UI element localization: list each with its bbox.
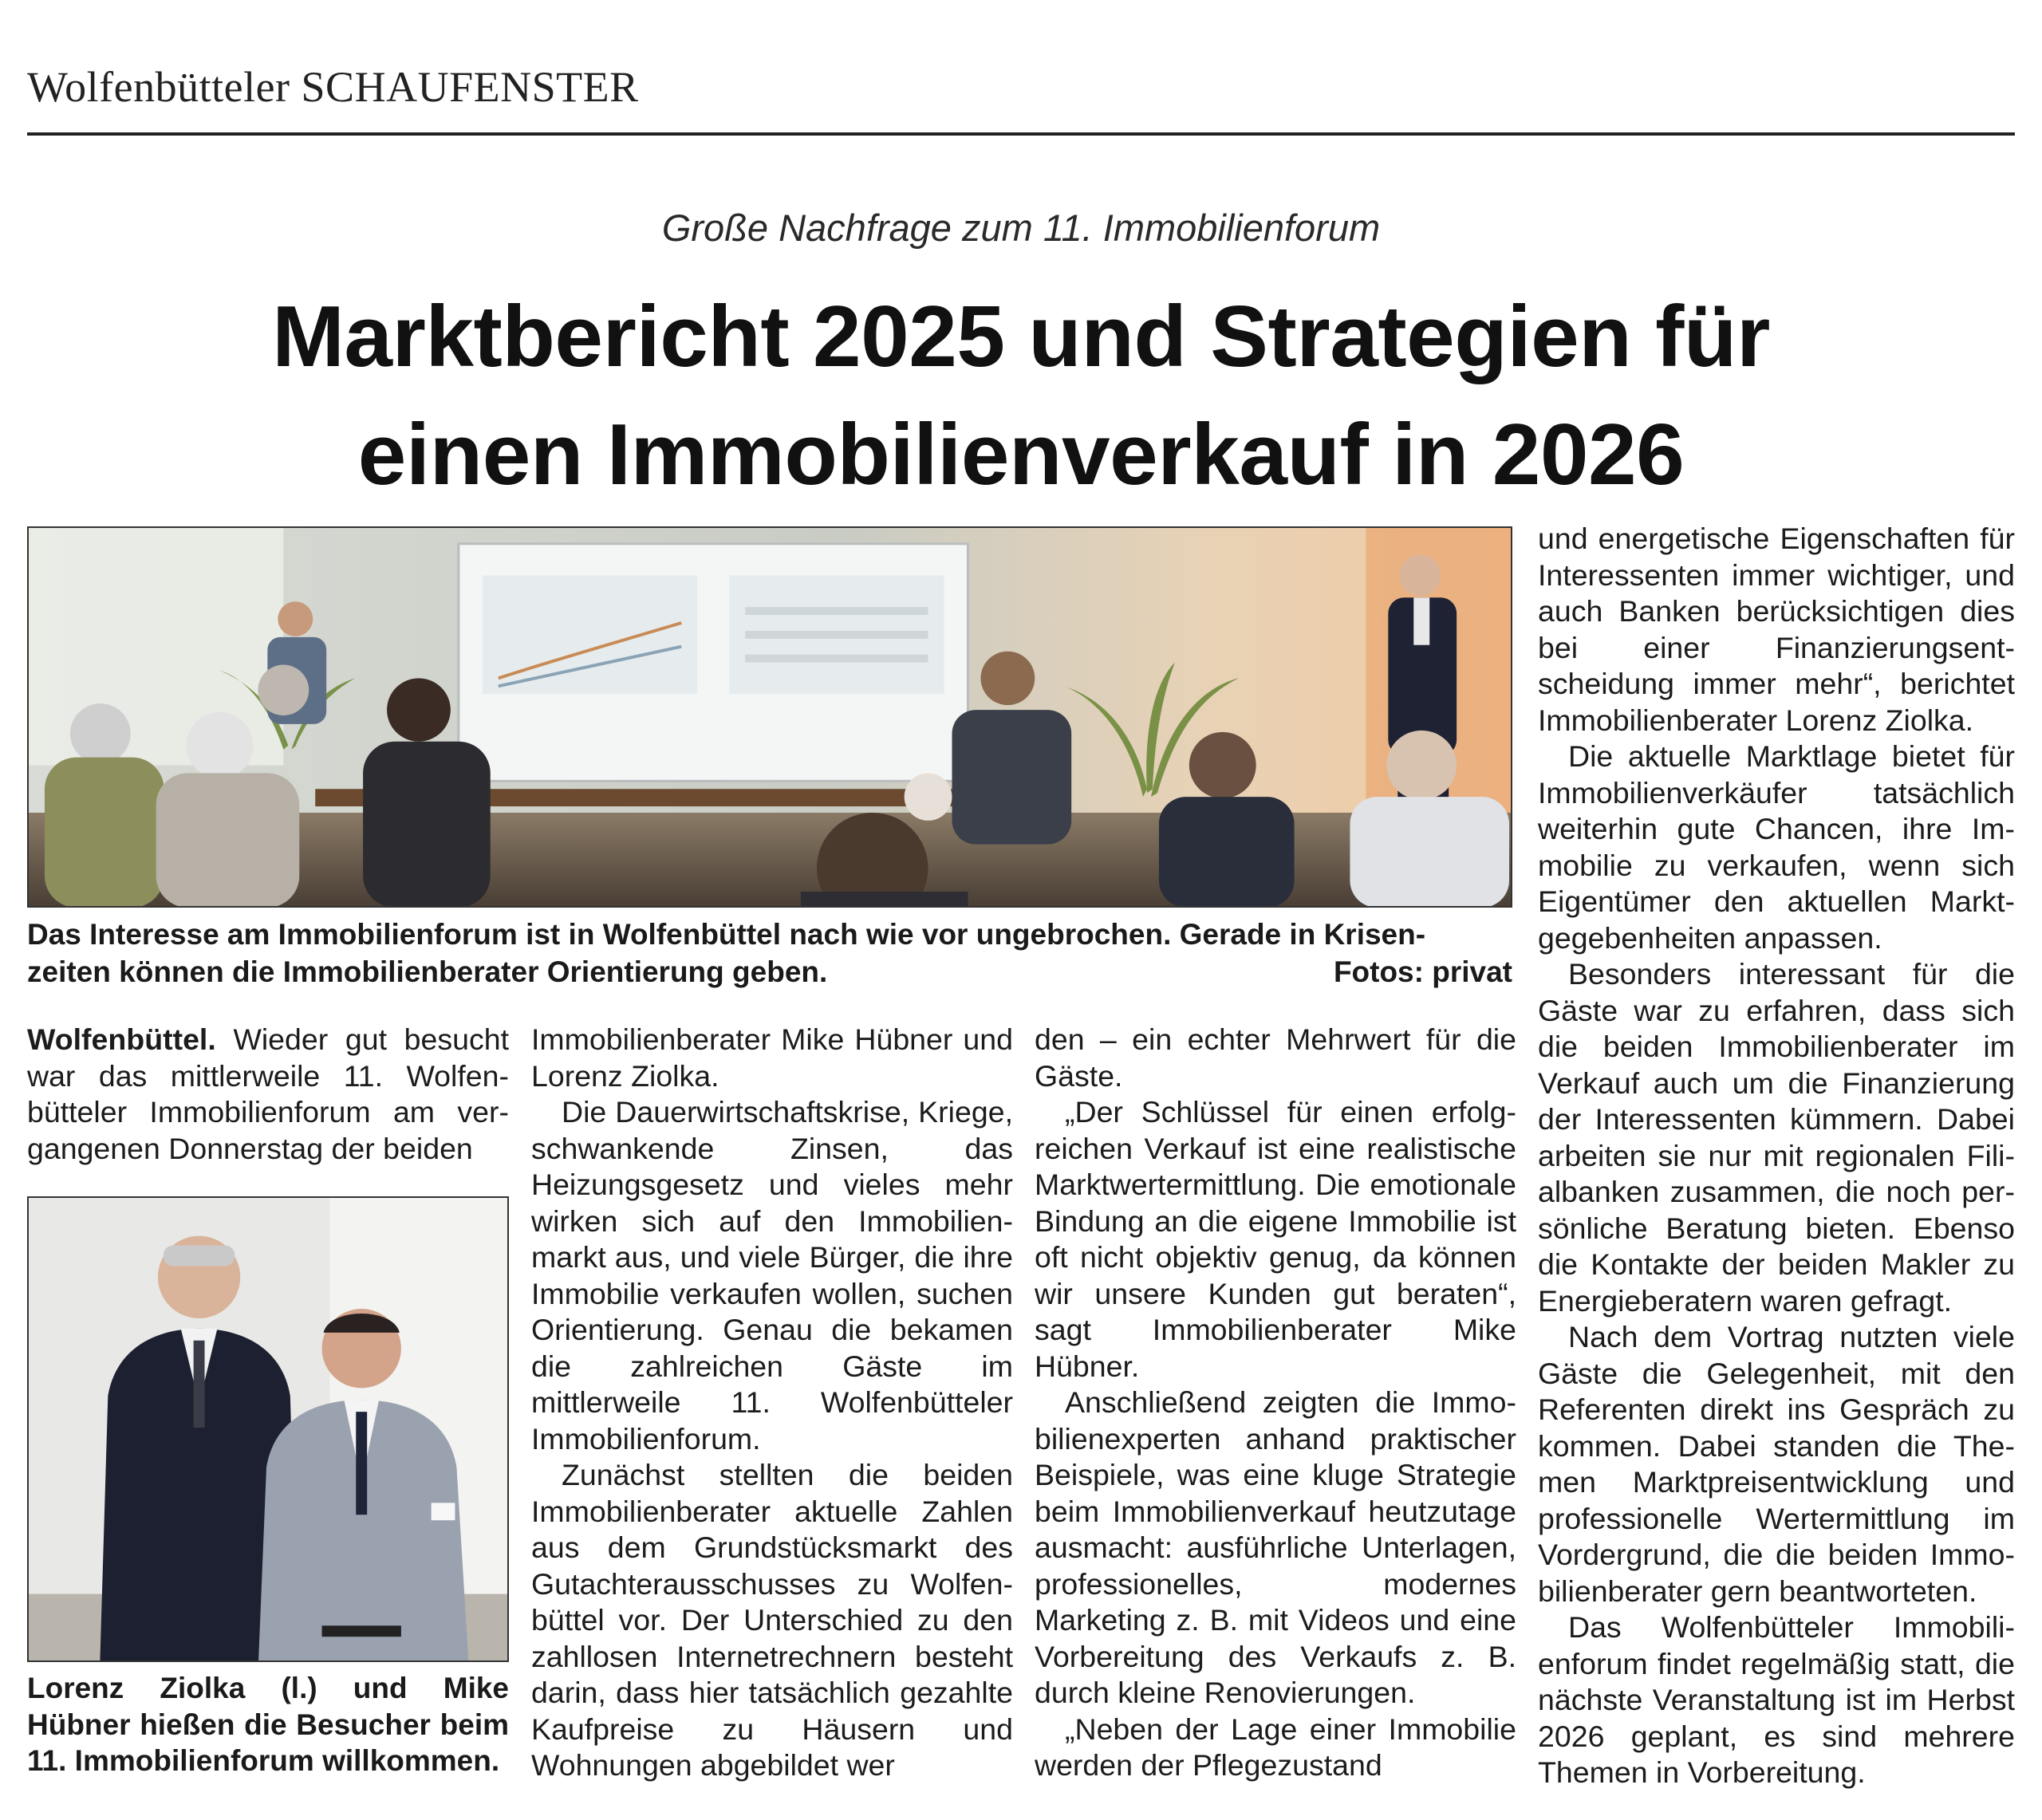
paragraph-5: Anschließend zeigten die Immobilienexperten anhand praktischer Beispiele, was eine kluge Strategie beim Immobilienverkauf heutzutage ausmacht: ausführliche Unterlagen, professionelles, modernes Marketing z. B. mit Videos und eine Vorbereitung des Verkaufs z. B. durch kleine Renovierungen.	[1035, 1385, 1516, 1709]
photo-credit: Fotos: privat	[1333, 955, 1512, 988]
paragraph-8: Besonders interessant für die Gäste war zu erfahren, dass sich die beiden Immobilienberater im Verkauf auch um die Finanzierung der Interessenten kümmern. Dabei arbeiten sie nur mit regionalen Filialbanken zusammen, die noch persönliche Beratung bieten. Ebenso die Kontakte der beiden Makler zu Energieberatern waren gefragt.	[1538, 957, 2015, 1318]
article-kicker: Große Nachfrage zum 11. Immobilienforum	[661, 207, 1381, 249]
paragraph-1-continued: Immobilienberater Mike Hübner und Lorenz Ziolka.	[531, 1022, 1013, 1093]
event-photo-caption	[27, 916, 1512, 991]
event-photo-illustration	[29, 528, 1511, 906]
paragraph-1	[27, 1022, 509, 1167]
headline-line-1: Marktbericht 2025 und Strategien für	[272, 288, 1770, 385]
caption-line-2-text: zeiten können die Immobilienberater Orientierung geben.	[27, 955, 828, 988]
paragraph-9: Nach dem Vortrag nutzten viele Gäste die Gelegenheit, mit den Referenten direkt ins Gespräch zu kommen. Dabei standen die Themen Marktpreisentwicklung und professionelle Wertermittlung im Vordergrund, die die beiden Immobilienberater gern beantworteten.	[1538, 1320, 2015, 1608]
article-column-4	[1538, 521, 2015, 1791]
paragraph-1-text: Wieder gut besucht war das mittlerweile 11. Wolfenbütteler Immobilienforum am vergangenen Donnerstag der beiden	[27, 1022, 509, 1165]
article-headline	[27, 278, 2015, 514]
paragraph-6: „Neben der Lage einer Immobilie werden der Pflegezustand	[1035, 1712, 1516, 1782]
caption-line-1: Das Interesse am Immobilienforum ist in Wolfenbüttel nach wie vor ungebrochen. Gerade in Krisen-	[27, 918, 1426, 951]
article-column-1	[27, 1022, 509, 1167]
caption-line-2	[27, 953, 1512, 991]
portrait-photo-illustration	[29, 1198, 507, 1660]
paragraph-4: „Der Schlüssel für einen erfolgreichen Verkauf ist eine realistische Marktwertermittlung. Die emotionale Bindung an die eigene Immobilie ist oft nicht objektiv genug, da können wir unsere Kunden gut beraten“, sagt Immobilienberater Mike Hübner.	[1035, 1095, 1516, 1383]
paragraph-6-continued: und energetische Eigenschaften für Interessenten immer wichtiger, und auch Banken berücksichtigen dies bei einer Finanzierungsentscheidung immer mehr“, berichtet Immobilienberater Lorenz Ziolka.	[1538, 522, 2015, 737]
portrait-photo	[27, 1196, 509, 1662]
paragraph-7: Die aktuelle Marktlage bietet für Immobilienverkäufer tatsächlich weiterhin gute Chancen, ihre Immobilie zu verkaufen, wenn sich Eigentümer den aktuellen Marktgegebenheiten anpassen.	[1538, 739, 2015, 955]
paragraph-10: Das Wolfenbütteler Immobilienforum findet regelmäßig statt, die nächste Veranstaltung ist im Herbst 2026 geplant, es sind mehrere Themen in Vorbereitung.	[1538, 1610, 2015, 1789]
paragraph-3-continued: den – ein echter Mehrwert für die Gäste.	[1035, 1022, 1516, 1093]
masthead-title: Wolfenbütteler SCHAUFENSTER	[27, 63, 639, 111]
article-column-3	[1035, 1022, 1516, 1784]
event-photo	[27, 526, 1512, 908]
paragraph-3: Zunächst stellten die beiden Immobilienberater aktuelle Zahlen aus dem Grundstücksmarkt des Gutachterausschusses zu Wolfenbüttel vor. Der Unterschied zu den zahllosen Internetrechnern besteht darin, dass hier tatsächlich gezahlte Kaufpreise zu Häusern und Wohnungen abgebildet wer	[531, 1458, 1013, 1782]
portrait-caption: Lorenz Ziolka (l.) und Mike Hübner hießen die Besucher beim 11. Immobilienforum willkommen.	[27, 1672, 509, 1777]
paragraph-2: Die Dauerwirtschaftskrise, Kriege, schwankende Zinsen, das Heizungsgesetz und vieles mehr wirken sich auf den Immobilienmarkt aus, und viele Bürger, die ihre Immobilie verkaufen wollen, suchen Orientierung. Genau die bekamen die zahlreichen Gäste im mittlerweile 11. Wolfenbütteler Immobilienforum.	[531, 1095, 1013, 1456]
headline-line-2: einen Immobilienverkauf in 2026	[357, 406, 1685, 503]
article-column-2	[531, 1022, 1013, 1784]
dateline: Wolfenbüttel.	[27, 1022, 216, 1056]
masthead-divider	[27, 132, 2015, 136]
